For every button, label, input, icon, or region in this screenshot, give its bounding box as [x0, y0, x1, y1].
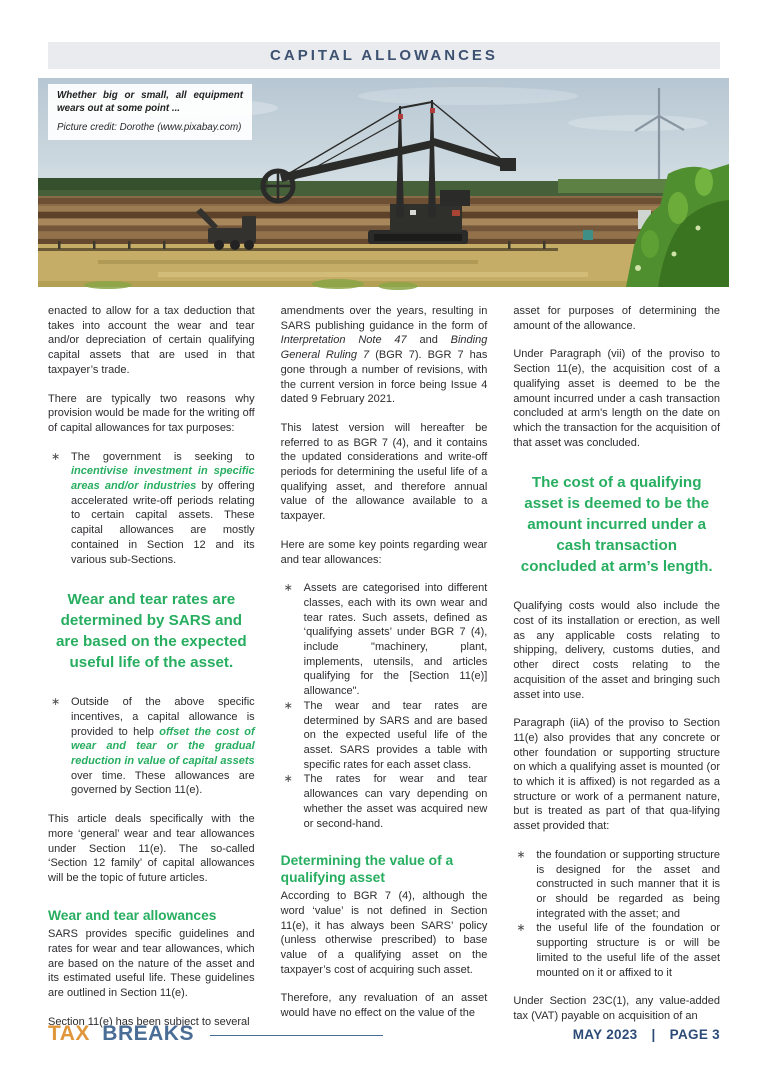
bullet-item: [48, 695, 255, 798]
brand-tax: TAX: [48, 1022, 90, 1045]
paragraph: asset for purposes of determining the amount of the allowance.: [513, 305, 721, 332]
bullet-text: Assets are categorised into different classes, each with its own wear and tear rates. Such assets, defined as ‘qualifying assets’ under BGR 7 (4), include "machinery, plant, implements, utensils, and articles qualifying for the [Section 11(e)] allowance".: [303, 582, 488, 698]
bullet-text: the useful life of the foundation or supporting structure is or will be limited to the useful life of the asset mounted on it or affixed to it: [536, 922, 721, 979]
bullet-item: [513, 848, 720, 922]
subheading: Determining the value of a qualifying asset: [280, 853, 454, 885]
column-2: [280, 304, 488, 1020]
photo-caption-text: Whether big or small, all equipment wears out at some point ...: [57, 90, 243, 114]
bullet-marker: ∗: [51, 696, 61, 709]
paragraph: Qualifying costs would also include the cost of its installation or erection, as well as any applicable costs relating to shipping, delivery, customs duties, and other direct costs relating to the acquisition of the asset and bringing such asset into use.: [513, 600, 721, 701]
article-body: [48, 304, 721, 1028]
bullet-item: [281, 581, 488, 699]
paragraph: Section 11(e) has been subject to several: [48, 1015, 250, 1028]
brand-breaks: BREAKS: [102, 1022, 194, 1045]
paragraph: According to BGR 7 (4), although the word ‘value’ is not defined in Section 11(e), it has always been SARS’ policy (unless otherwise prescribed) to base value of a qualifying asset on the taxpayer’s cost of acquiring such asset.: [280, 890, 488, 976]
issue-date: MAY 2023: [572, 1026, 638, 1042]
bullet-item: [281, 699, 488, 773]
bullet-marker: ∗: [283, 773, 293, 786]
pit-floor: [38, 244, 729, 287]
bullet-marker: ∗: [283, 582, 293, 595]
bullet-text: The wear and tear rates are determined by SARS and are based on the expected useful life of the asset. SARS provides a table with specific rates for each asset class.: [303, 699, 488, 771]
paragraph: SARS provides specific guidelines and rates for wear and tear allowances, which are based on the nature of the asset and its estimated useful life. These guidelines are outlined in Section 11(e).: [48, 928, 255, 999]
bullet-item: [48, 450, 255, 568]
paragraph: Under Paragraph (vii) of the proviso to Section 11(e), the acquisition cost of a qualifying asset is deemed to be the amount incurred under a cash transaction concluded at arm's length on the date on which the transaction for the acquisition of that asset was concluded.: [513, 348, 721, 449]
bullet-marker: ∗: [516, 848, 526, 861]
page-title: CAPITAL ALLOWANCES: [270, 47, 498, 64]
bullet-item: [281, 772, 488, 831]
footer-divider: [210, 1035, 383, 1036]
bullet-text: Outside of the above specific incentives, a capital allowance is provided to help offset the cost of wear and tear or the gradual reduction in value of capital assets over time. These allowances are governed by Section 11(e).: [71, 696, 255, 797]
subheading: Wear and tear allowances: [48, 907, 217, 923]
paragraph: Here are some key points regarding wear and tear allowances:: [280, 538, 488, 566]
column-3: [513, 304, 721, 1022]
page-number: PAGE 3: [669, 1026, 720, 1042]
teal-box: [583, 230, 593, 240]
paragraph: Therefore, any revaluation of an asset would have no effect on the value of the: [280, 992, 488, 1020]
page-footer: [48, 1019, 720, 1049]
photo-caption: [48, 84, 252, 140]
paragraph: There are typically two reasons why provision would be made for the writing off of capital allowances for tax purposes:: [48, 392, 255, 434]
paragraph: This article deals specifically with the more ‘general’ wear and tear allowances under Section 11(e). The so-called ‘Section 12 family’ of capital allowances will be the topic of future articles.: [48, 813, 255, 884]
photo-credit-text: Picture credit: Dorothe (www.pixabay.com): [57, 121, 242, 133]
paragraph: amendments over the years, resulting in SARS publishing guidance in the form of Interpretation Note 47 and Binding General Ruling 7 (BGR 7). BGR 7 has gone through a number of revisions, with the current version in force being Issue 4 dated 9 February 2021.: [280, 305, 488, 406]
paragraph: Paragraph (iiA) of the proviso to Section 11(e) also provides that any concrete or other foundation or supporting structure on which a qualifying asset is mounted (or to which it is affixed) is not regarded as a structure or work of a permanent nature, but is treated as part of that qua-lifying asset provided that:: [513, 717, 721, 833]
paragraph: This latest version will hereafter be referred to as BGR 7 (4), and it contains the updated considerations and write-off periods for determining the useful life of a qualifying asset, and therefore annual value of the allowance available to a taxpayer.: [280, 421, 488, 523]
section-header-bar: [48, 42, 720, 69]
brand-logo: [48, 1022, 194, 1046]
pull-quote: The cost of a qualifying asset is deemed to be the amount incurred under a cash transaction concluded at arm’s length.: [520, 474, 713, 576]
bullet-marker: ∗: [516, 922, 526, 935]
paragraph: Under Section 23C(1), any value-added tax (VAT) payable on acquisition of an: [513, 995, 721, 1022]
photo-mining-excavator: [38, 78, 729, 287]
bullet-text: The government is seeking to incentivise investment in specific areas and/or industries by offering accelerated write-off periods relating to certain capital assets. These capital allowances are mostly contained in Section 12 and its various sub-Sections.: [71, 450, 255, 566]
paragraph: enacted to allow for a tax deduction that takes into account the wear and tear and/or depreciation of certain qualifying capital assets that are used in that taxpayer’s trade.: [48, 305, 255, 376]
bullet-text: the foundation or supporting structure is designed for the asset and constructed in such manner that it is or should be regarded as being integrated with the asset; and: [536, 848, 721, 920]
bullet-text: The rates for wear and tear allowances can vary depending on whether the asset was acquired new or second-hand.: [303, 773, 488, 830]
bullet-item: [513, 921, 720, 980]
footer-separator: |: [651, 1026, 656, 1042]
pull-quote: Wear and tear rates are determined by SARS and are based on the expected useful life of the asset.: [55, 591, 247, 672]
bullet-marker: ∗: [51, 450, 61, 463]
bullet-marker: ∗: [283, 699, 293, 712]
footer-issue-page: [573, 1027, 720, 1042]
column-1: [48, 304, 255, 1028]
